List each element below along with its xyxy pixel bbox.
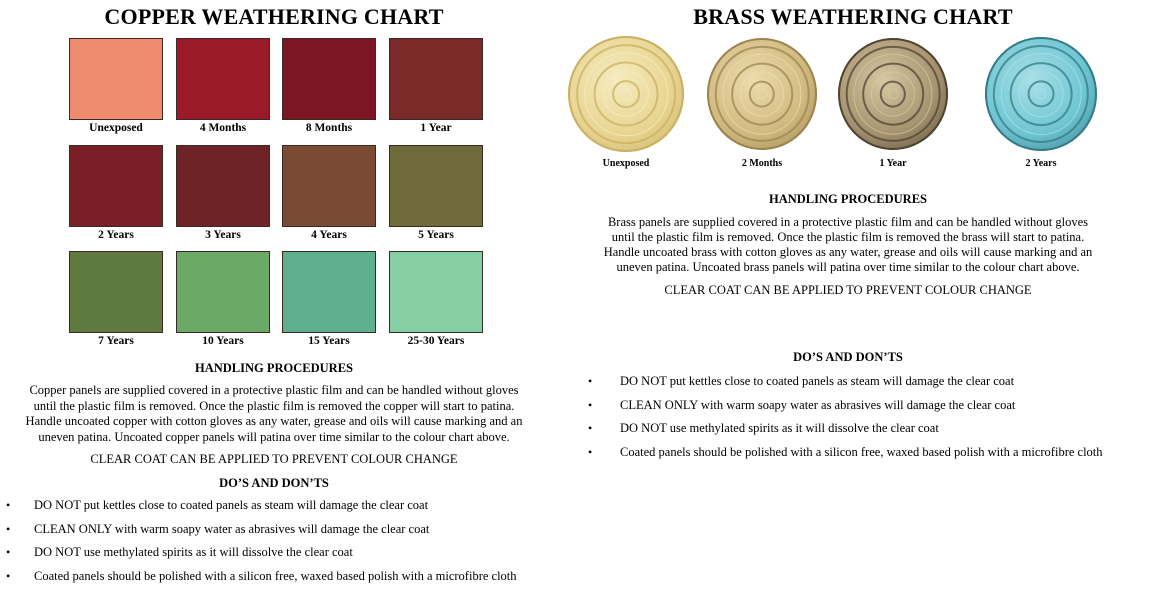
- bullet-icon: •: [588, 444, 593, 459]
- brass-handling-title: HANDLING PROCEDURES: [768, 192, 927, 206]
- copper-swatch-4-years: [282, 145, 376, 241]
- list-item: [6, 522, 556, 546]
- bullet-icon: •: [6, 521, 11, 536]
- copper-section: [0, 0, 560, 605]
- color-swatch: [389, 251, 483, 333]
- disc-label: 2 Years: [1025, 158, 1057, 169]
- bullet-icon: •: [588, 374, 593, 388]
- color-swatch: [176, 251, 270, 333]
- brass-disc-2-years: [981, 36, 1101, 169]
- copper-title: COPPER WEATHERING CHART: [104, 4, 444, 29]
- copper-swatch-5-years: [389, 145, 483, 241]
- disc-ring: [620, 88, 632, 100]
- brass-title: BRASS WEATHERING CHART: [693, 4, 1013, 29]
- copper-swatch-3-years: [176, 145, 270, 241]
- color-swatch: [282, 38, 376, 120]
- list-item-text: CLEAN ONLY with warm soapy water as abrasives will damage the clear coat: [620, 397, 1016, 412]
- swatch-label: 7 Years: [98, 335, 134, 347]
- swatch-label: 1 Year: [420, 122, 452, 134]
- list-item-text: Coated panels should be polished with a silicon free, waxed based polish with a microfibre cloth: [34, 568, 517, 583]
- brass-handling-body: [580, 215, 1116, 275]
- brass-section: [570, 0, 1152, 605]
- list-item-text: DO NOT use methylated spirits as it will dissolve the clear coat: [34, 545, 353, 559]
- handling-line: until the plastic film is removed. Once the plastic film is removed the copper will start to patina.: [33, 398, 515, 413]
- copper-handling-title: HANDLING PROCEDURES: [194, 361, 353, 375]
- brass-disc-image: [838, 38, 948, 150]
- list-item: [588, 421, 1152, 445]
- color-swatch: [69, 38, 163, 120]
- list-item-text: DO NOT put kettles close to coated panels as steam will damage the clear coat: [34, 498, 429, 512]
- list-item: [6, 498, 556, 522]
- handling-line: uneven patina. Uncoated copper panels will patina over time similar to the colour chart above.: [38, 429, 510, 444]
- copper-swatch-15-years: [282, 251, 376, 347]
- swatch-label: 8 Months: [305, 122, 353, 134]
- copper-swatch-4-months: [176, 38, 270, 134]
- copper-swatch-25-30-years: [389, 251, 483, 347]
- list-item: [588, 398, 1152, 422]
- color-swatch: [176, 38, 270, 120]
- brass-clear-coat-note: CLEAR COAT CAN BE APPLIED TO PREVENT COLOUR CHANGE: [664, 283, 1032, 297]
- brass-disc-2-months: [702, 36, 822, 169]
- bullet-icon: •: [6, 568, 11, 583]
- bullet-icon: •: [588, 421, 593, 435]
- copper-clear-coat-note: CLEAR COAT CAN BE APPLIED TO PREVENT COLOUR CHANGE: [90, 452, 458, 466]
- swatch-label: 2 Years: [98, 229, 134, 241]
- swatch-label: 15 Years: [308, 335, 350, 347]
- color-swatch: [69, 145, 163, 227]
- copper-handling-body: [10, 383, 538, 445]
- brass-disc-unexposed: [566, 36, 686, 169]
- list-item-text: DO NOT use methylated spirits as it will dissolve the clear coat: [620, 421, 939, 435]
- brass-disc-image: [707, 38, 817, 150]
- disc-label: 1 Year: [879, 158, 907, 169]
- swatch-label: 5 Years: [418, 229, 454, 241]
- brass-dos-list: [588, 374, 1152, 468]
- copper-dos-list: [6, 498, 556, 592]
- bullet-icon: •: [6, 498, 11, 512]
- list-item-text: CLEAN ONLY with warm soapy water as abrasives will damage the clear coat: [34, 521, 430, 536]
- list-item: [6, 569, 556, 593]
- handling-line: until the plastic film is removed. Once the plastic film is removed the brass will start to patina.: [611, 230, 1085, 244]
- handling-line: Handle uncoated brass with cotton gloves as any water, grease and oils will cause marking and an: [603, 245, 1093, 259]
- handling-line: Handle uncoated copper with cotton gloves as any water, grease and oils will cause marking and an: [25, 414, 523, 428]
- handling-line: Copper panels are supplied covered in a protective plastic film and can be handled without gloves: [29, 383, 519, 397]
- copper-swatch-1-year: [389, 38, 483, 134]
- copper-swatch-2-years: [69, 145, 163, 241]
- copper-swatch-7-years: [69, 251, 163, 347]
- copper-swatch-8-months: [282, 38, 376, 134]
- copper-swatch-unexposed: [69, 38, 163, 134]
- color-swatch: [69, 251, 163, 333]
- brass-dos-title: DO’S AND DON’TS: [793, 350, 903, 364]
- brass-disc-1-year: [833, 36, 953, 169]
- list-item-text: DO NOT put kettles close to coated panels as steam will damage the clear coat: [620, 374, 1015, 388]
- color-swatch: [282, 251, 376, 333]
- color-swatch: [389, 145, 483, 227]
- swatch-label: 4 Years: [311, 229, 347, 241]
- color-swatch: [176, 145, 270, 227]
- brass-disc-image: [568, 36, 684, 152]
- disc-label: 2 Months: [741, 158, 783, 169]
- copper-dos-title: DO’S AND DON’TS: [219, 476, 329, 490]
- color-swatch: [282, 145, 376, 227]
- list-item: [588, 374, 1152, 398]
- swatch-label: Unexposed: [89, 122, 143, 134]
- swatch-label: 25-30 Years: [407, 335, 465, 347]
- swatch-label: 10 Years: [202, 335, 244, 347]
- swatch-label: 4 Months: [199, 122, 247, 134]
- copper-swatch-10-years: [176, 251, 270, 347]
- bullet-icon: •: [6, 545, 11, 559]
- disc-label: Unexposed: [602, 158, 650, 169]
- list-item: [588, 445, 1152, 469]
- list-item-text: Coated panels should be polished with a silicon free, waxed based polish with a microfibre cloth: [620, 444, 1103, 459]
- list-item: [6, 545, 556, 569]
- color-swatch: [389, 38, 483, 120]
- handling-line: Brass panels are supplied covered in a protective plastic film and can be handled without gloves: [607, 215, 1089, 229]
- swatch-label: 3 Years: [205, 229, 241, 241]
- bullet-icon: •: [588, 397, 593, 412]
- brass-disc-image: [985, 37, 1097, 151]
- handling-line: uneven patina. Uncoated brass panels will patina over time similar to the colour chart above.: [616, 260, 1080, 274]
